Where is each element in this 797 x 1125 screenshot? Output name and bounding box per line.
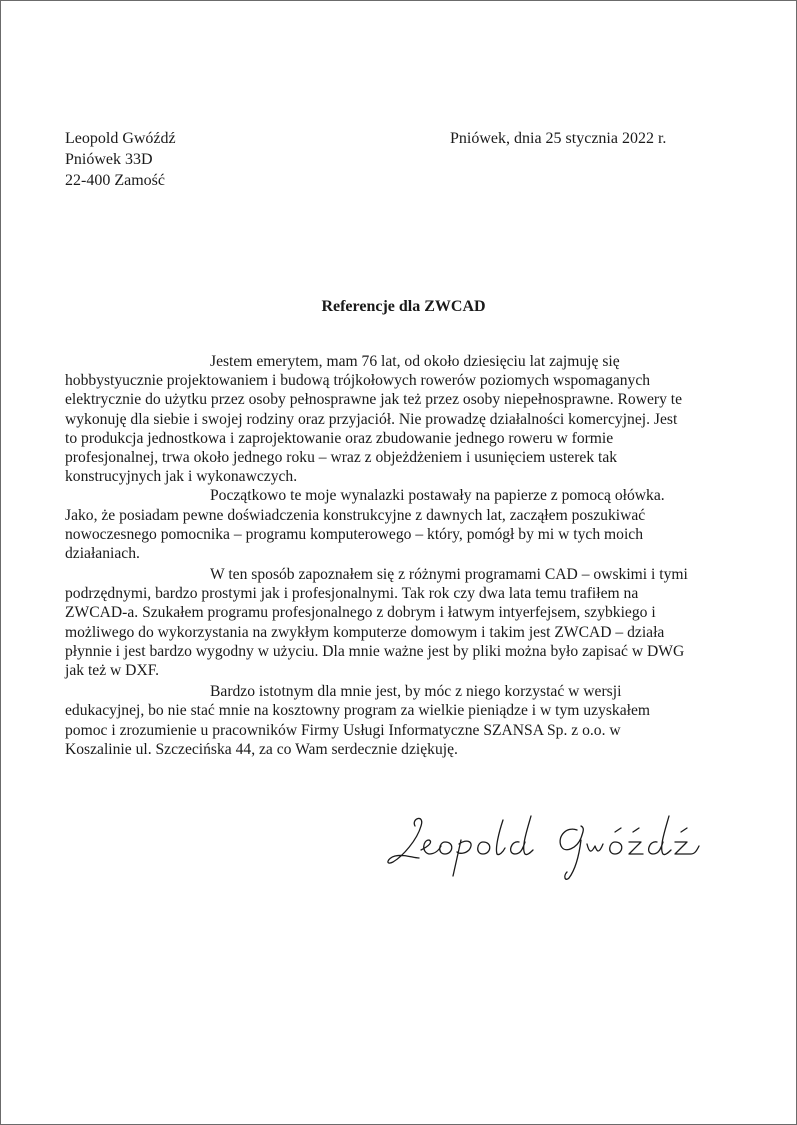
- body-line: profesjonalnej, trwa około jednego roku – wraz z objeżdżeniem i usunięciem usterek tak: [65, 448, 618, 466]
- body-line: pomoc i zrozumienie u pracowników Firmy Usługi Informatyczne SZANSA Sp. z o.o. w: [65, 721, 621, 739]
- sender-name: Leopold Gwóźdź: [65, 130, 176, 147]
- body-line: Jestem emerytem, mam 76 lat, od około dziesięciu lat zajmuję się: [210, 353, 620, 370]
- signature-drawing: [381, 796, 741, 896]
- body-line: Bardzo istotnym dla mnie jest, by móc z niego korzystać w wersji: [210, 683, 622, 701]
- sender-street: Pniówek 33D: [65, 151, 153, 168]
- body-line: Jako, że posiadam pewne doświadczenia konstrukcyjne z dawnych lat, zacząłem poszukiwać: [65, 506, 646, 524]
- handwritten-signature: [381, 796, 741, 896]
- sender-address: [65, 128, 176, 191]
- body-line: możliwego do wykorzystania na zwykłym komputerze domowym i takim jest ZWCAD – działa: [65, 623, 665, 641]
- body-line: płynnie i jest bardzo wygodny w użyciu. Dla mnie ważne jest by pliki można było zapisać w DWG: [65, 642, 685, 660]
- body-line: nowoczesnego pomocnika – programu komputerowego – który, pomógł by mi w tych moich: [65, 525, 644, 543]
- letter-body: [65, 352, 705, 759]
- sender-city: 22-400 Zamość: [65, 172, 165, 189]
- body-line: wykonuję dla siebie i swojej rodziny oraz przyjaciół. Nie prowadzę działalności komercyjnej. Jest: [65, 410, 678, 428]
- body-line: podrzędnymi, bardzo prostymi jak i profesjonalnymi. Tak rok czy dwa lata temu trafiłem na: [65, 585, 639, 603]
- body-line: to produkcja jednostkowa i zaprojektowanie oraz zbudowanie jednego roweru w formie: [65, 429, 614, 447]
- body-line: edukacyjnej, bo nie stać mnie na kosztowny program za wielkie pieniądze i w tym uzyskałem: [65, 702, 651, 720]
- body-line: Początkowo te moje wynalazki postawały na papierze z pomocą ołówka.: [210, 487, 665, 505]
- body-line: W ten sposób zapoznałem się z różnymi programami CAD – owskimi i tymi: [210, 566, 688, 584]
- body-line: elektrycznie do użytku przez osoby pełnosprawne jak też przez osoby niepełnosprawne. Rowery te: [65, 391, 683, 409]
- body-line: jak też w DXF.: [65, 662, 160, 679]
- place-date: Pniówek, dnia 25 stycznia 2022 r.: [450, 130, 667, 147]
- body-line: hobbystyucznie projektowaniem i budową trójkołowych rowerów poziomych wspomaganych: [65, 372, 651, 390]
- body-line: konstrucyjnych jak i wykonawczych.: [65, 468, 298, 486]
- body-line: ZWCAD-a. Szukałem programu profesjonalnego z dobrym i łatwym intyerfejsem, szybkiego i: [65, 604, 656, 622]
- body-line: Koszalinie ul. Szczecińska 44, za co Wam serdecznie dziękuję.: [65, 740, 458, 758]
- letter-title: Referencje dla ZWCAD: [321, 298, 486, 315]
- body-line: działaniach.: [65, 544, 140, 562]
